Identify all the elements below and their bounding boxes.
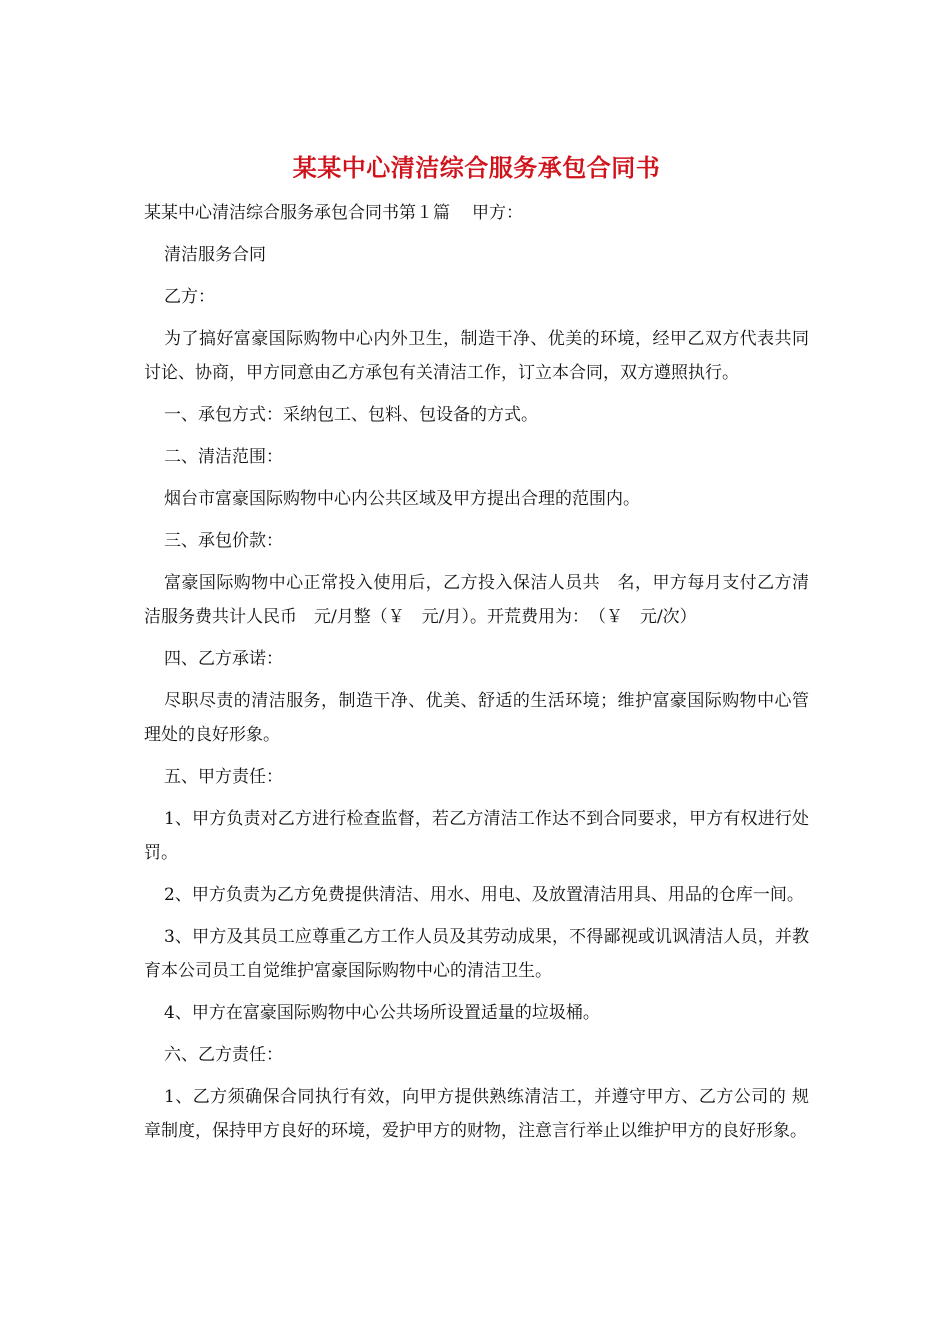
paragraph: 清洁服务合同 (164, 245, 266, 265)
paragraph: 1、乙方须确保合同执行有效，向甲方提供熟练清洁工，并遵守甲方、乙方公司的 规章制度，保持甲方良好的环境，爱护甲方的财物，注意言行举止以维护甲方的良好形象。 (144, 1087, 809, 1141)
paragraph: 尽职尽责的清洁服务，制造干净、优美、舒适的生活环境；维护富豪国际购物中心管理处的良好形象。 (144, 691, 809, 745)
section-label: 某某中心清洁综合服务承包合同书第１篇 (144, 203, 450, 223)
paragraph: 一、承包方式：采纳包工、包料、包设备的方式。 (164, 405, 538, 425)
party-a-label: 甲方： (472, 203, 523, 223)
document-title: 某某中心清洁综合服务承包合同书 (292, 153, 661, 182)
paragraph: 3、甲方及其员工应尊重乙方工作人员及其劳动成果，不得鄙视或讥讽清洁人员，并教育本公司员工自觉维护富豪国际购物中心的清洁卫生。 (144, 927, 809, 981)
paragraph: 二、清洁范围： (164, 447, 283, 467)
paragraph: 烟台市富豪国际购物中心内公共区域及甲方提出合理的范围内。 (164, 489, 640, 509)
paragraph: 为了搞好富豪国际购物中心内外卫生，制造干净、优美的环境，经甲乙双方代表共同讨论、协商，甲方同意由乙方承包有关清洁工作，订立本合同，双方遵照执行。 (144, 329, 809, 383)
paragraph: 五、甲方责任： (164, 767, 283, 787)
paragraph: 乙方： (164, 287, 215, 307)
paragraph: 四、乙方承诺： (164, 649, 283, 669)
paragraph: 1、甲方负责对乙方进行检查监督，若乙方清洁工作达不到合同要求，甲方有权进行处罚。 (144, 809, 809, 863)
paragraph-heading-line (144, 196, 809, 230)
paragraph: 2、甲方负责为乙方免费提供清洁、用水、用电、及放置清洁用具、用品的仓库一间。 (164, 885, 804, 905)
document-body (144, 150, 809, 1156)
paragraph: 4、甲方在富豪国际购物中心公共场所设置适量的垃圾桶。 (164, 1003, 600, 1023)
paragraph: 六、乙方责任： (164, 1045, 283, 1065)
paragraph: 三、承包价款： (164, 531, 283, 551)
paragraph: 富豪国际购物中心正常投入使用后，乙方投入保洁人员共 名，甲方每月支付乙方清洁服务费共计人民币 元/月整（￥ 元/月）。开荒费用为： （￥ 元/次） (144, 573, 809, 627)
